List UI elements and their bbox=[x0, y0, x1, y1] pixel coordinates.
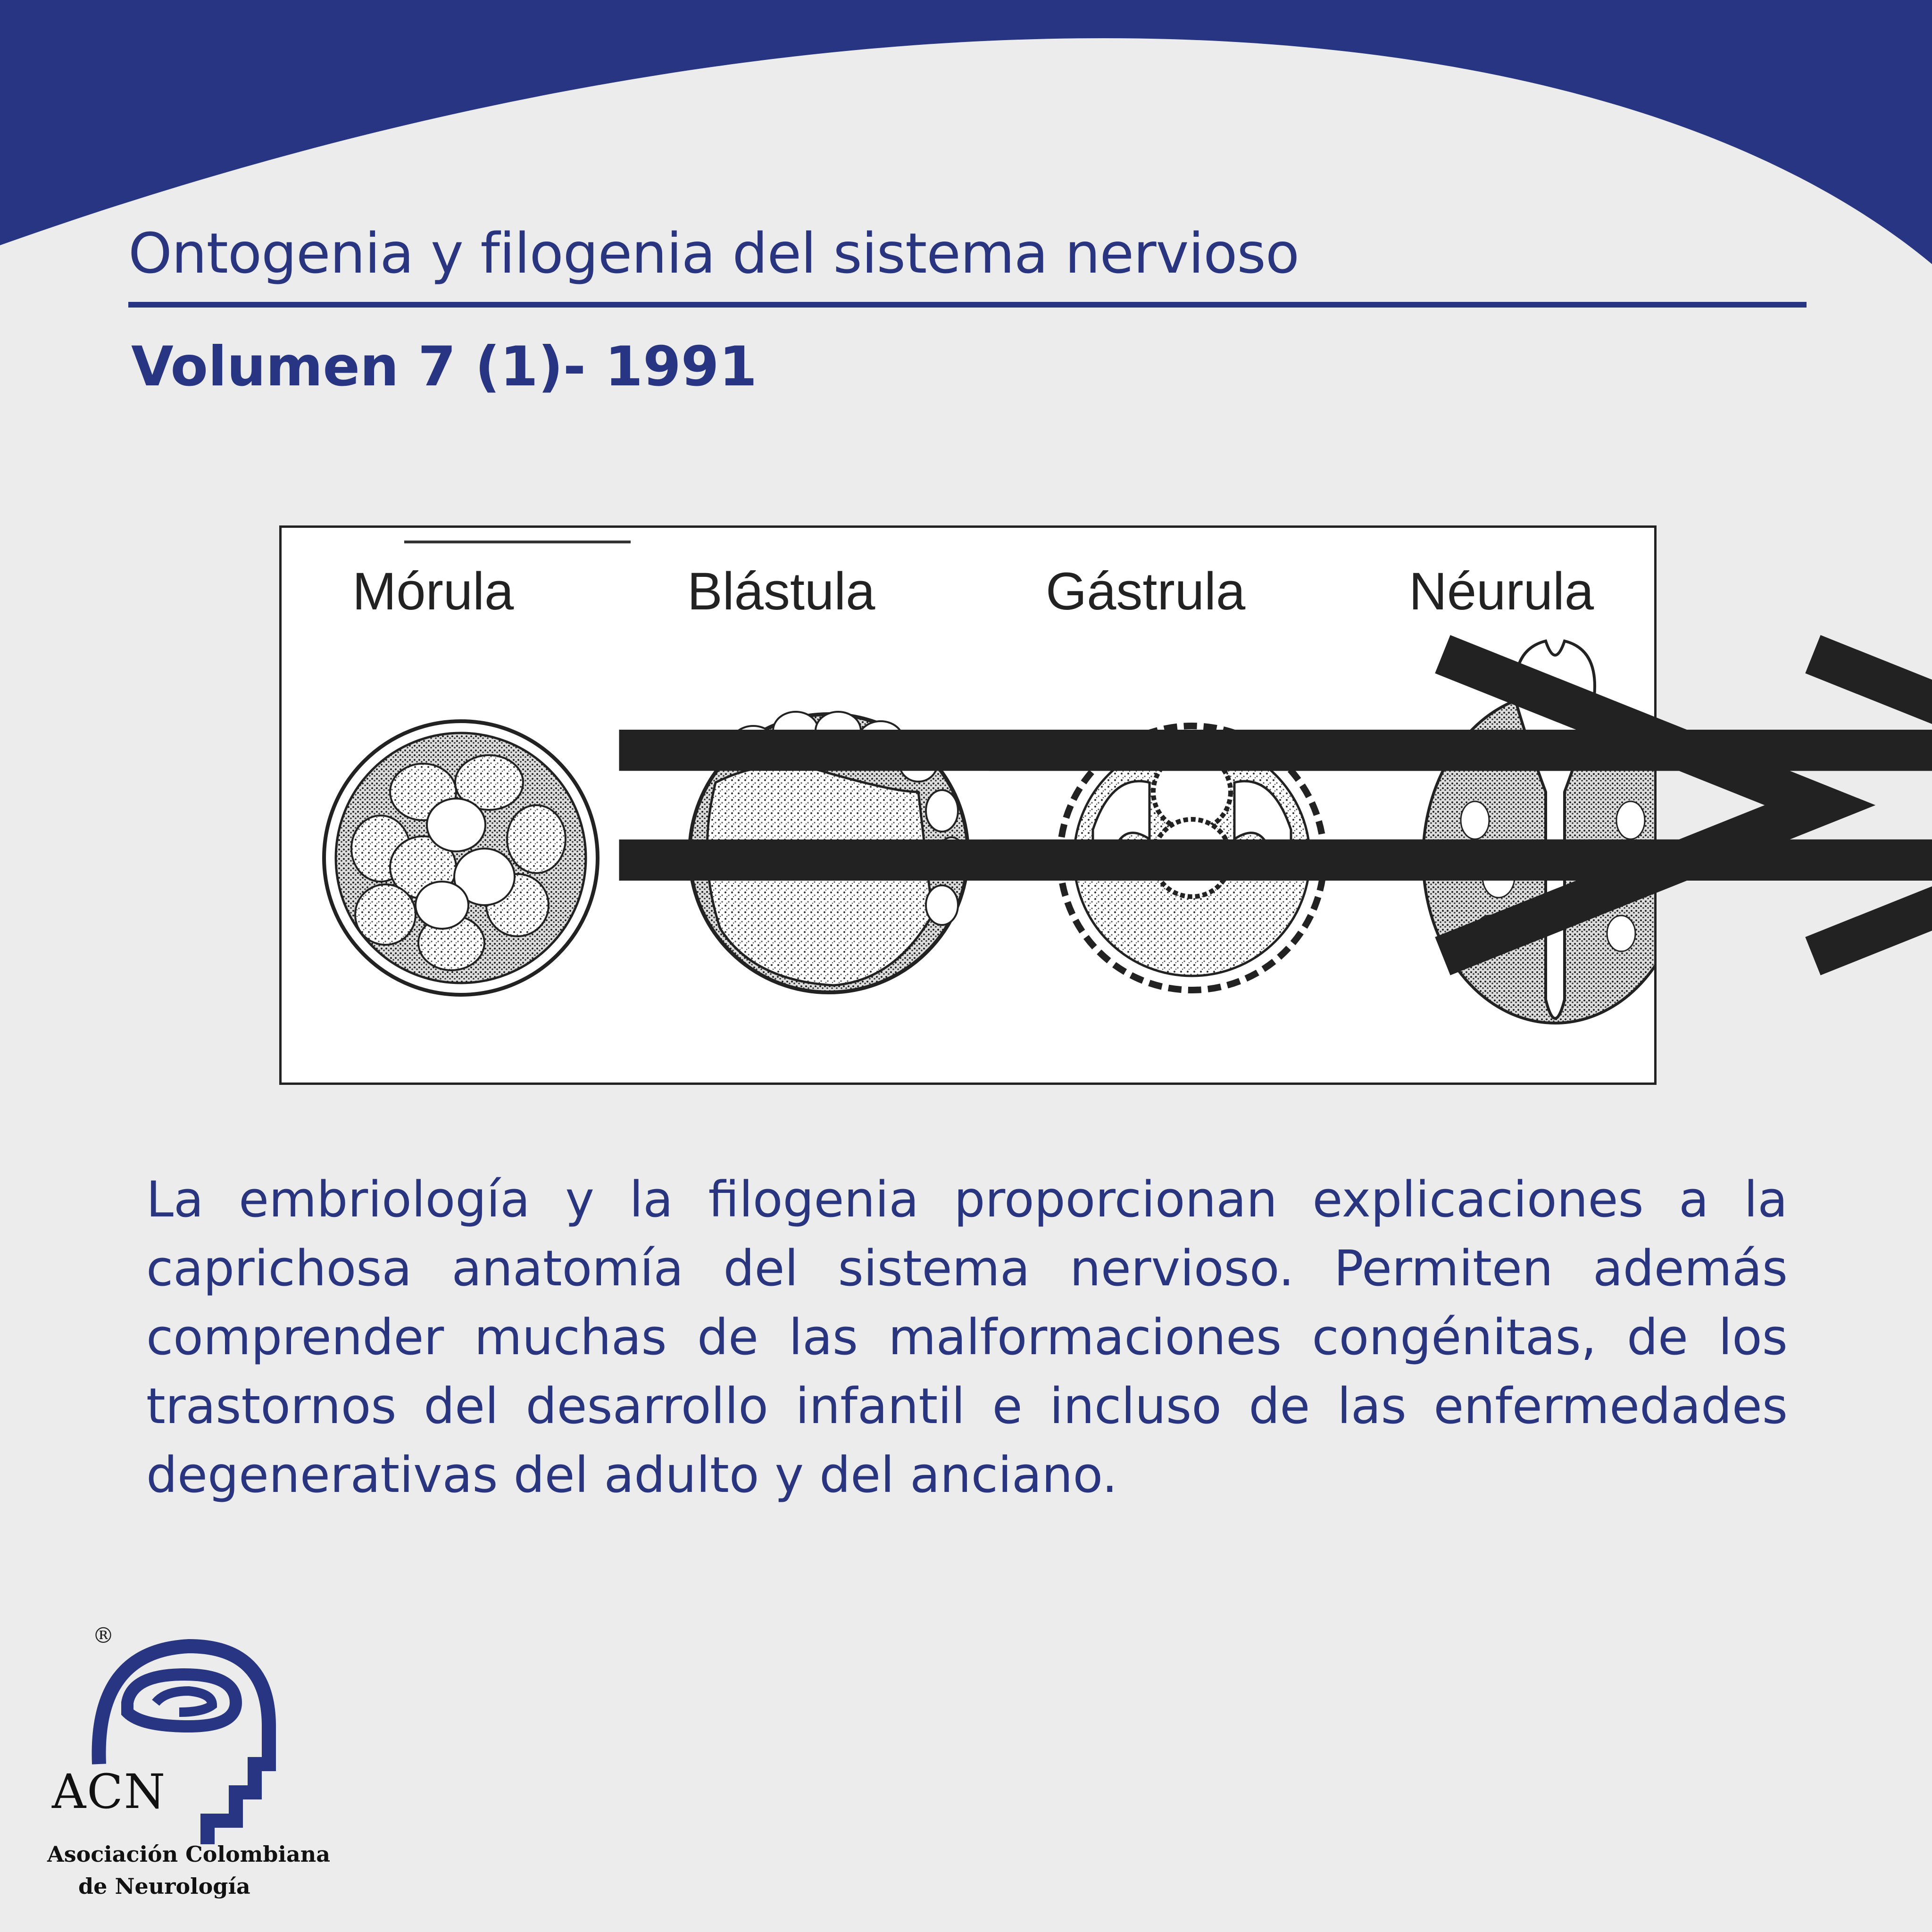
page-title: Ontogenia y filogenia del sistema nervioso bbox=[128, 221, 1299, 286]
volume-label: Volumen 7 (1)- 1991 bbox=[131, 335, 758, 399]
stage-label-neurula: Néurula bbox=[1409, 562, 1594, 621]
stage-label-gastrula: Gástrula bbox=[1046, 562, 1246, 621]
embryo-stages-figure bbox=[279, 525, 1657, 1085]
title-divider bbox=[128, 302, 1807, 308]
acn-logo bbox=[47, 1623, 330, 1915]
logo-acronym: ACN bbox=[52, 1764, 167, 1819]
stage-label-morula: Mórula bbox=[352, 562, 514, 621]
registered-mark: ® bbox=[92, 1623, 114, 1648]
org-name-line-2: de Neurología bbox=[78, 1874, 250, 1899]
stage-label-blastula: Blástula bbox=[687, 562, 875, 621]
double-arrow-right-icon bbox=[1282, 528, 1932, 1083]
summary-paragraph: La embriología y la filogenia proporcionan explicaciones a la caprichosa anatomía del sistema nervioso. Permiten además comprender muchas de las malformaciones congénitas, de los trastornos del desarrollo infantil e incluso de las enfermedades degenerativas del adulto y del anciano. bbox=[146, 1171, 1788, 1504]
org-name-line-1: Asociación Colombiana bbox=[47, 1841, 330, 1867]
